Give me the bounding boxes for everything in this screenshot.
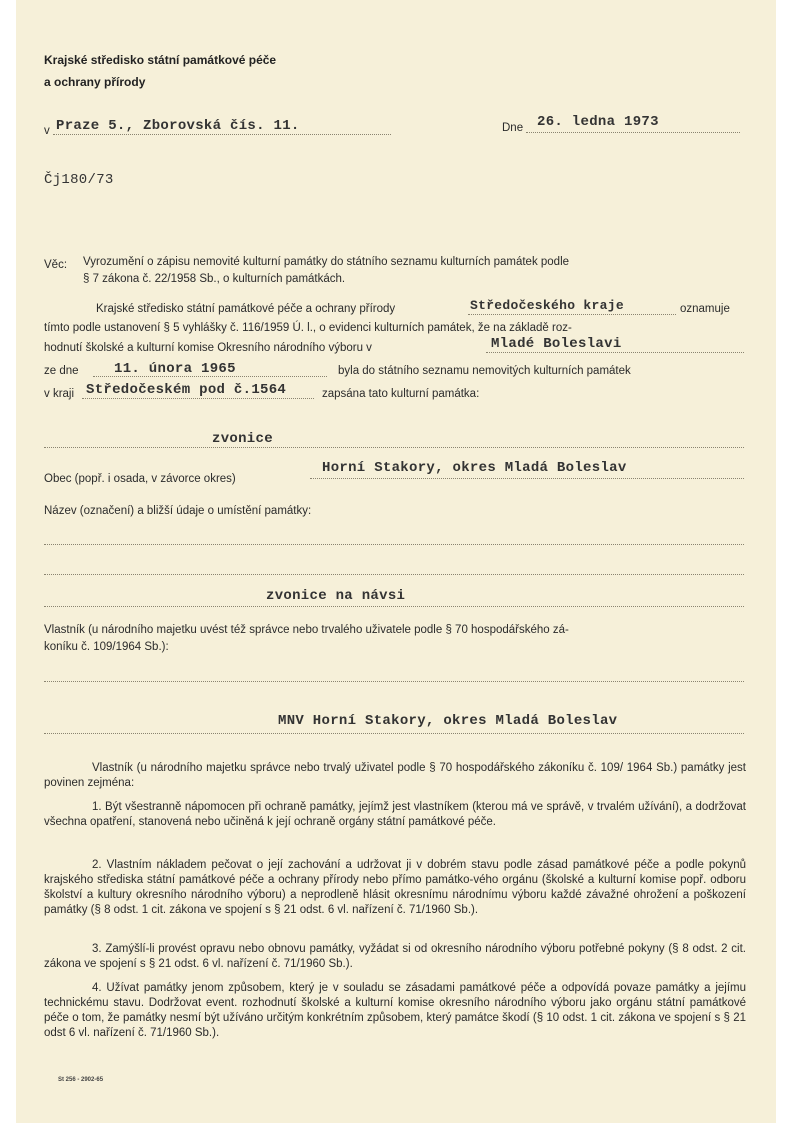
reference-number: Čj180/73: [44, 172, 114, 188]
district-dotted-line: [486, 352, 744, 353]
place-prefix: v: [44, 125, 50, 137]
monument-name-label: Název (označení) a bližší údaje o umístění památky:: [44, 505, 312, 517]
name-dotted-line-3: [44, 606, 744, 607]
owner-label-line2: koníku č. 109/1964 Sb.):: [44, 641, 169, 653]
name-dotted-line-1: [44, 544, 744, 545]
date-prefix: Dne: [502, 122, 524, 134]
municipality-label: Obec (popř. i osada, v závorce okres): [44, 473, 236, 485]
place-value: Praze 5., Zborovská čís. 11.: [56, 118, 300, 134]
date-dotted-line: [526, 132, 740, 133]
duty-item-2: 2. Vlastním nákladem pečovat o její zachování a udržovat ji v dobrém stavu podle zásad památkové péče a podle pokynů krajského střediska státní památkové péče a ochrany přírody nebo přímo památko-vého orgánu (školské a kulturní komise popř. odboru školství a kultury okresního národního výboru) a neprodleně hlásit okresnímu národnímu výboru každé závažné ohrožení a poškození památky (§ 8 odst. 1 cit. zákona ve spojení s § 21 odst. 6 vl. nařízení č. 71/1960 Sb.).: [44, 859, 746, 916]
notice-line3-text: hodnutí školské a kulturní komise Okresního národního výboru v: [44, 342, 372, 354]
monument-type-dotted-line: [44, 447, 744, 448]
place-dotted-line: [53, 134, 391, 135]
region-dotted-line: [468, 314, 676, 315]
subject-line1: Vyrozumění o zápisu nemovité kulturní památky do státního seznamu kulturních památek podle: [83, 256, 570, 268]
form-code: St 256 - 2902-65: [58, 1077, 104, 1083]
date-value: 26. ledna 1973: [537, 114, 659, 130]
org-name-line1: Krajské středisko státní památkové péče: [44, 53, 277, 67]
notice-line1-end: oznamuje: [680, 303, 730, 315]
district-value: Mladé Boleslavi: [491, 336, 622, 352]
duties-intro: Vlastník (u národního majetku správce nebo trvalý uživatel podle § 70 hospodářského zákoníku č. 109/ 1964 Sb.) památky jest povinen zejména:: [44, 762, 746, 789]
municipality-value: Horní Stakory, okres Mladá Boleslav: [322, 460, 627, 476]
owner-dotted-line-1: [44, 681, 744, 682]
org-name-line2: a ochrany přírody: [44, 75, 146, 89]
notice-line5-text: v kraji: [44, 388, 75, 400]
owner-dotted-line-2: [44, 733, 744, 734]
register-number-value: Středočeském pod č.1564: [86, 382, 287, 398]
notice-line4-text: ze dne: [44, 365, 79, 377]
document-page: [16, 0, 776, 1123]
monument-type-value: zvonice: [212, 431, 273, 447]
subject-line2: § 7 zákona č. 22/1958 Sb., o kulturních památkách.: [83, 273, 346, 285]
subject-label: Věc:: [44, 259, 68, 271]
notice-line4-end: byla do státního seznamu nemovitých kulturních památek: [338, 365, 631, 377]
decision-date-dotted-line: [93, 376, 327, 377]
register-dotted-line: [82, 398, 314, 399]
notice-region-value: Středočeského kraje: [470, 298, 624, 313]
notice-line1-text: Krajské středisko státní památkové péče a ochrany přírody: [96, 303, 396, 315]
decision-date-value: 11. února 1965: [114, 361, 236, 377]
duty-item-1: 1. Být všestranně nápomocen při ochraně památky, jejímž jest vlastníkem (kterou má ve správě, v trvalém užívání), a dodržovat všechna opatření, stanovená nebo učiněná k její ochraně orgány státní památkové péče.: [44, 801, 746, 828]
monument-name-value: zvonice na návsi: [266, 588, 406, 604]
name-dotted-line-2: [44, 574, 744, 575]
owner-label-line1: Vlastník (u národního majetku uvést též správce nebo trvalého uživatele podle § 70 hospodářského zá-: [44, 624, 569, 636]
notice-line2: tímto podle ustanovení § 5 vyhlášky č. 116/1959 Ú. l., o evidenci kulturních památek, že na základě roz-: [44, 322, 572, 334]
owner-value: MNV Horní Stakory, okres Mladá Boleslav: [278, 713, 618, 729]
duty-item-4: 4. Užívat památky jenom způsobem, který je v souladu se zásadami památkové péče a odpovídá povaze památky a jejímu technickému stavu. Dodržovat event. rozhodnutí školské a kulturní komise okresního národního výboru jako orgánu státní památkové péče o tom, že památky nesmí být užíváno určitým konkrétním způsobem, který památce škodí (§ 10 odst. 1 cit. zákona ve spojení s § 21 odst 6 vl. nařízení č. 71/1960 Sb.).: [44, 982, 746, 1039]
municipality-dotted-line: [310, 478, 744, 479]
notice-line5-end: zapsána tato kulturní památka:: [322, 388, 480, 400]
duty-item-3: 3. Zamýšlí-li provést opravu nebo obnovu památky, vyžádat si od okresního národního výboru potřebné pokyny (§ 8 odst. 2 cit. zákona ve spojení s § 21 odst. 6 vl. nařízení č. 71/1960 Sb.).: [44, 943, 746, 970]
